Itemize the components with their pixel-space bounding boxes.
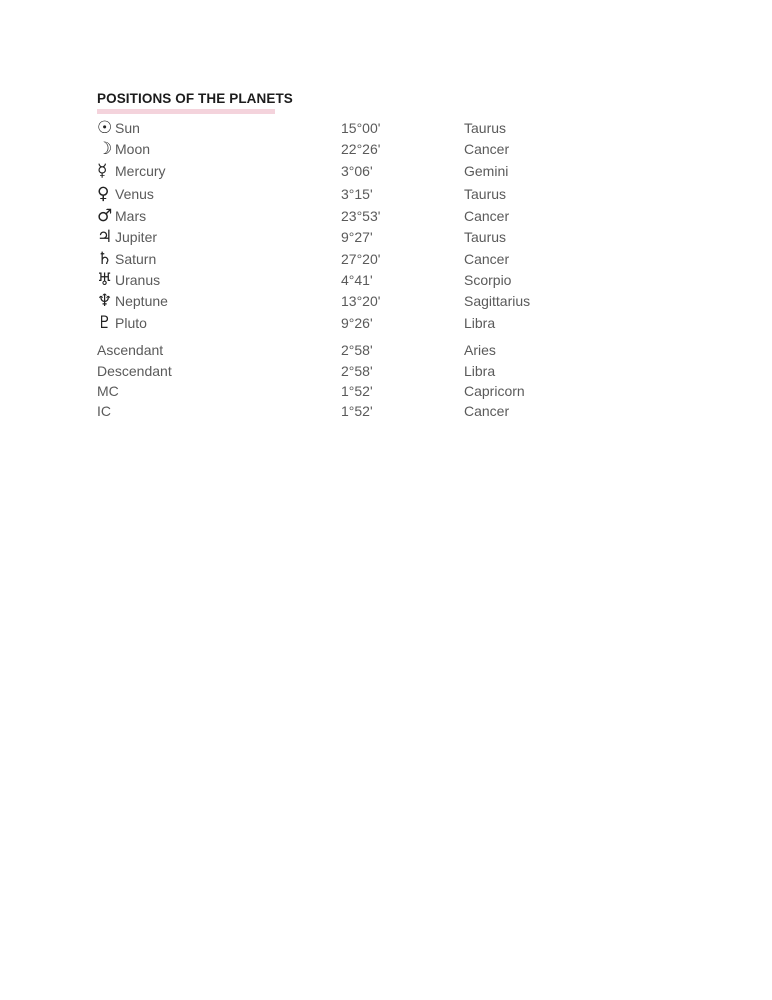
planet-sign: Sagittarius <box>464 293 531 309</box>
angle-degree: 2°58' <box>341 342 373 358</box>
angle-name: Ascendant <box>97 342 164 358</box>
angle-degree: 1°52' <box>341 403 373 419</box>
planet-row <box>97 138 657 160</box>
planet-name: Moon <box>115 141 151 157</box>
planet-degree: 15°00' <box>341 120 381 136</box>
planet-row <box>97 160 657 182</box>
planet-sign: Taurus <box>464 229 507 245</box>
planet-degree: 4°41' <box>341 272 373 288</box>
planet-row <box>97 226 657 248</box>
angle-row <box>97 400 657 422</box>
mars-icon: ♂ <box>97 206 113 226</box>
angle-sign: Cancer <box>464 403 510 419</box>
jupiter-icon: ♃ <box>97 227 113 247</box>
planet-row <box>97 248 657 270</box>
planet-name: Saturn <box>115 251 157 267</box>
title-underline <box>97 109 275 114</box>
planet-sign: Cancer <box>464 208 510 224</box>
planet-row <box>97 183 657 205</box>
planet-degree: 13°20' <box>341 293 381 309</box>
planet-degree: 22°26' <box>341 141 381 157</box>
planet-name: Pluto <box>115 315 147 331</box>
planet-degree: 3°15' <box>341 186 373 202</box>
uranus-icon: ♅ <box>97 270 113 290</box>
angle-sign: Aries <box>464 342 496 358</box>
planet-degree: 27°20' <box>341 251 381 267</box>
angle-name: Descendant <box>97 363 172 379</box>
planet-name: Jupiter <box>115 229 158 245</box>
angle-row <box>97 360 657 382</box>
planet-sign: Cancer <box>464 141 510 157</box>
angle-degree: 2°58' <box>341 363 373 379</box>
planet-name: Neptune <box>115 293 168 309</box>
moon-icon: ☽ <box>97 139 113 159</box>
saturn-icon: ♄ <box>97 249 113 269</box>
angle-name: MC <box>97 383 119 399</box>
angle-name: IC <box>97 403 111 419</box>
title-block <box>97 90 293 114</box>
planet-sign: Gemini <box>464 163 509 179</box>
planet-degree: 9°26' <box>341 315 373 331</box>
pluto-icon: ♇ <box>97 313 113 333</box>
planet-name: Uranus <box>115 272 161 288</box>
planet-row <box>97 205 657 227</box>
venus-icon: ♀ <box>97 184 110 204</box>
planet-row <box>97 269 657 291</box>
angle-sign: Capricorn <box>464 383 525 399</box>
planet-row <box>97 312 657 334</box>
planet-degree: 3°06' <box>341 163 373 179</box>
planet-sign: Taurus <box>464 120 507 136</box>
page-title: POSITIONS OF THE PLANETS <box>97 91 293 106</box>
sun-icon: ☉ <box>97 118 113 138</box>
planet-sign: Scorpio <box>464 272 512 288</box>
planet-sign: Libra <box>464 315 496 331</box>
angle-row <box>97 380 657 402</box>
planet-name: Venus <box>115 186 154 202</box>
angle-sign: Libra <box>464 363 496 379</box>
neptune-icon: ♆ <box>97 291 113 311</box>
angle-degree: 1°52' <box>341 383 373 399</box>
planet-name: Mercury <box>115 163 166 179</box>
planet-degree: 9°27' <box>341 229 373 245</box>
planet-row <box>97 290 657 312</box>
planet-row <box>97 117 657 139</box>
planet-name: Mars <box>115 208 147 224</box>
mercury-icon: ☿ <box>97 161 108 181</box>
planet-name: Sun <box>115 120 140 136</box>
angle-row <box>97 339 657 361</box>
planet-sign: Cancer <box>464 251 510 267</box>
planet-degree: 23°53' <box>341 208 381 224</box>
planet-sign: Taurus <box>464 186 507 202</box>
